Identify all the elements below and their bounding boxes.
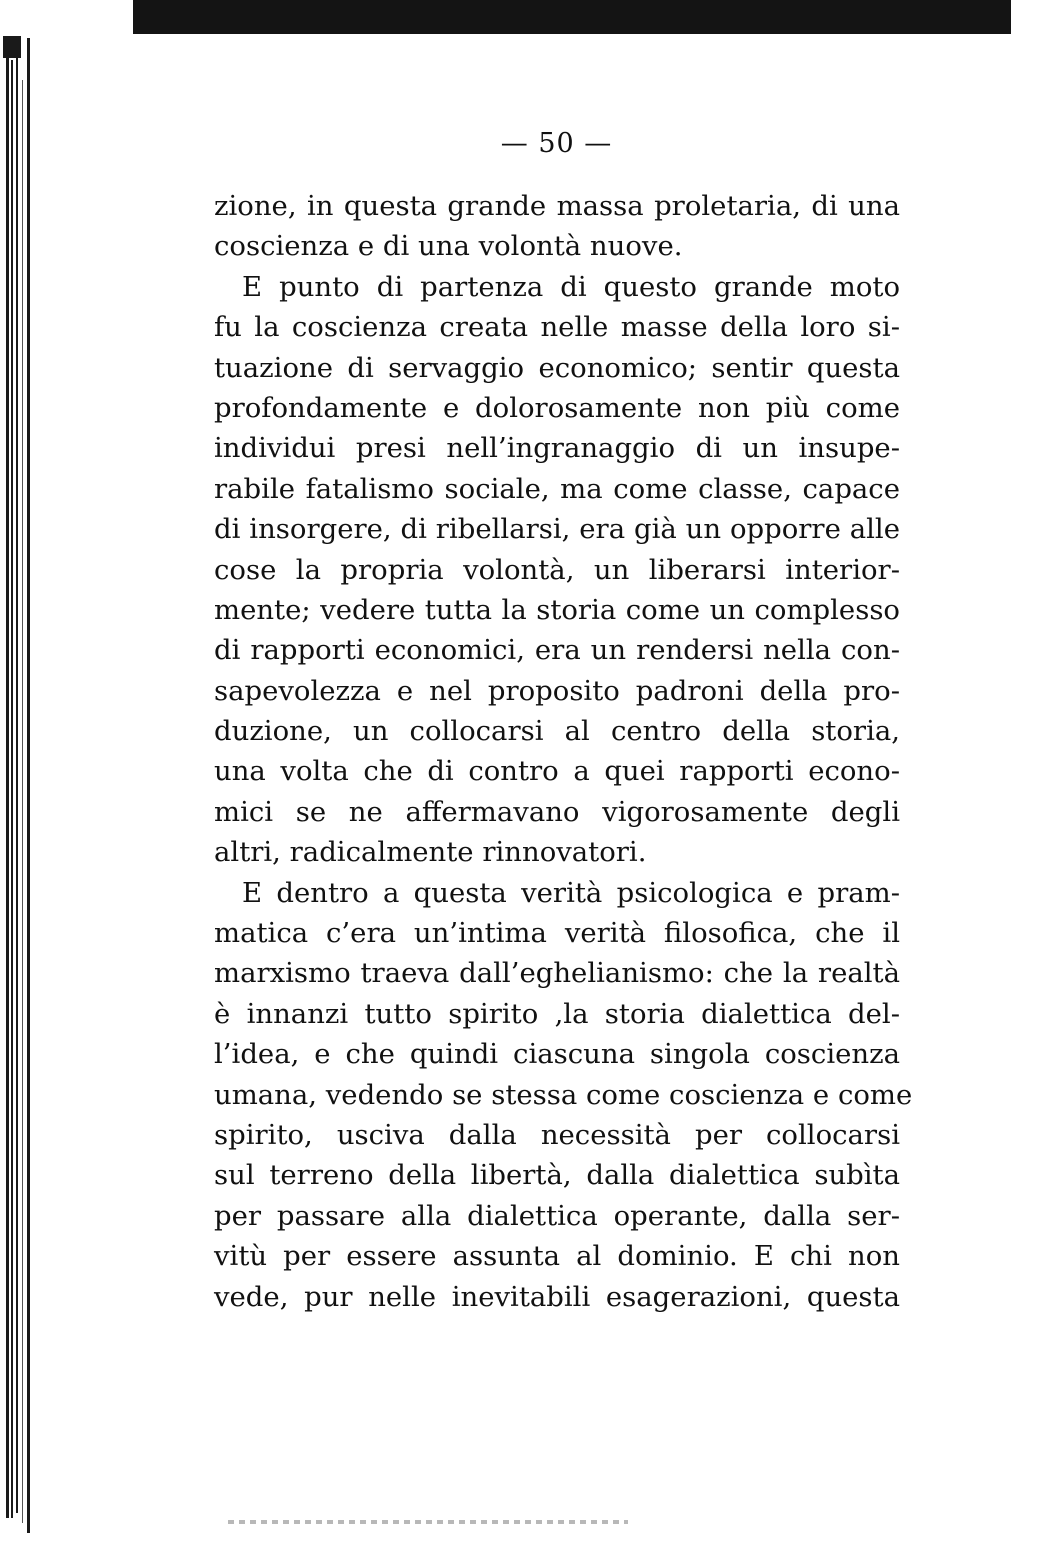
body-text bbox=[214, 186, 913, 1317]
text-line: vitù per essere assunta al dominio. E chi non bbox=[214, 1240, 900, 1273]
text-line: vede, pur nelle inevitabili esagerazioni, questa bbox=[214, 1280, 900, 1313]
text-line: tuazione di servaggio economico; sentir questa bbox=[214, 351, 900, 384]
text-line: marxismo traeva dall’eghelianismo: che la realtà bbox=[214, 957, 900, 990]
text-line: mici se ne affermavano vigorosamente degli bbox=[214, 795, 900, 828]
text-line: spirito, usciva dalla necessità per collocarsi bbox=[214, 1118, 900, 1151]
text-line: mente; vedere tutta la storia come un complesso bbox=[214, 593, 900, 626]
text-line: E punto di partenza di questo grande moto bbox=[242, 270, 900, 303]
text-line: E dentro a questa verità psicologica e pram- bbox=[242, 876, 900, 909]
text-line: l’idea, e che quindi ciascuna singola coscienza bbox=[214, 1038, 900, 1071]
text-line: duzione, un collocarsi al centro della storia, bbox=[214, 715, 900, 748]
text-line: è innanzi tutto spirito ,la storia dialettica del- bbox=[214, 997, 900, 1030]
book-spine-edge bbox=[0, 0, 40, 1553]
text-line: fu la coscienza creata nelle masse della loro si- bbox=[214, 311, 900, 344]
spine-line bbox=[6, 40, 9, 1518]
scan-top-bar bbox=[133, 0, 1011, 34]
spine-line bbox=[16, 50, 18, 1513]
spine-line bbox=[27, 38, 30, 1533]
text-line: una volta che di contro a quei rapporti econo- bbox=[214, 755, 900, 788]
page-number: — 50 — bbox=[500, 128, 613, 159]
text-line: di rapporti economici, era un rendersi nella con- bbox=[214, 634, 900, 667]
text-line: coscienza e di una volontà nuove. bbox=[214, 230, 683, 263]
spine-line bbox=[11, 60, 13, 1518]
text-line: individui presi nell’ingranaggio di un insupe- bbox=[214, 432, 900, 465]
text-line: matica c’era un’intima verità filosofica, che il bbox=[214, 917, 900, 950]
spine-line bbox=[22, 80, 23, 1523]
text-line: di insorgere, di ribellarsi, era già un opporre alle bbox=[214, 513, 900, 546]
text-line: zione, in questa grande massa proletaria, di una bbox=[214, 190, 900, 222]
text-line: umana, vedendo se stessa come coscienza e come bbox=[214, 1078, 913, 1111]
text-line: profondamente e dolorosamente non più come bbox=[214, 391, 900, 424]
text-line: per passare alla dialettica operante, dalla ser- bbox=[214, 1199, 900, 1232]
text-line: sul terreno della libertà, dalla dialettica subìta bbox=[214, 1159, 900, 1192]
text-line: cose la propria volontà, un liberarsi interior- bbox=[214, 553, 900, 586]
text-line: rabile fatalismo sociale, ma come classe, capace bbox=[214, 472, 900, 505]
scan-smudge bbox=[228, 1520, 628, 1524]
text-line: altri, radicalmente rinnovatori. bbox=[214, 836, 647, 869]
text-line: sapevolezza e nel proposito padroni della pro- bbox=[214, 674, 900, 707]
